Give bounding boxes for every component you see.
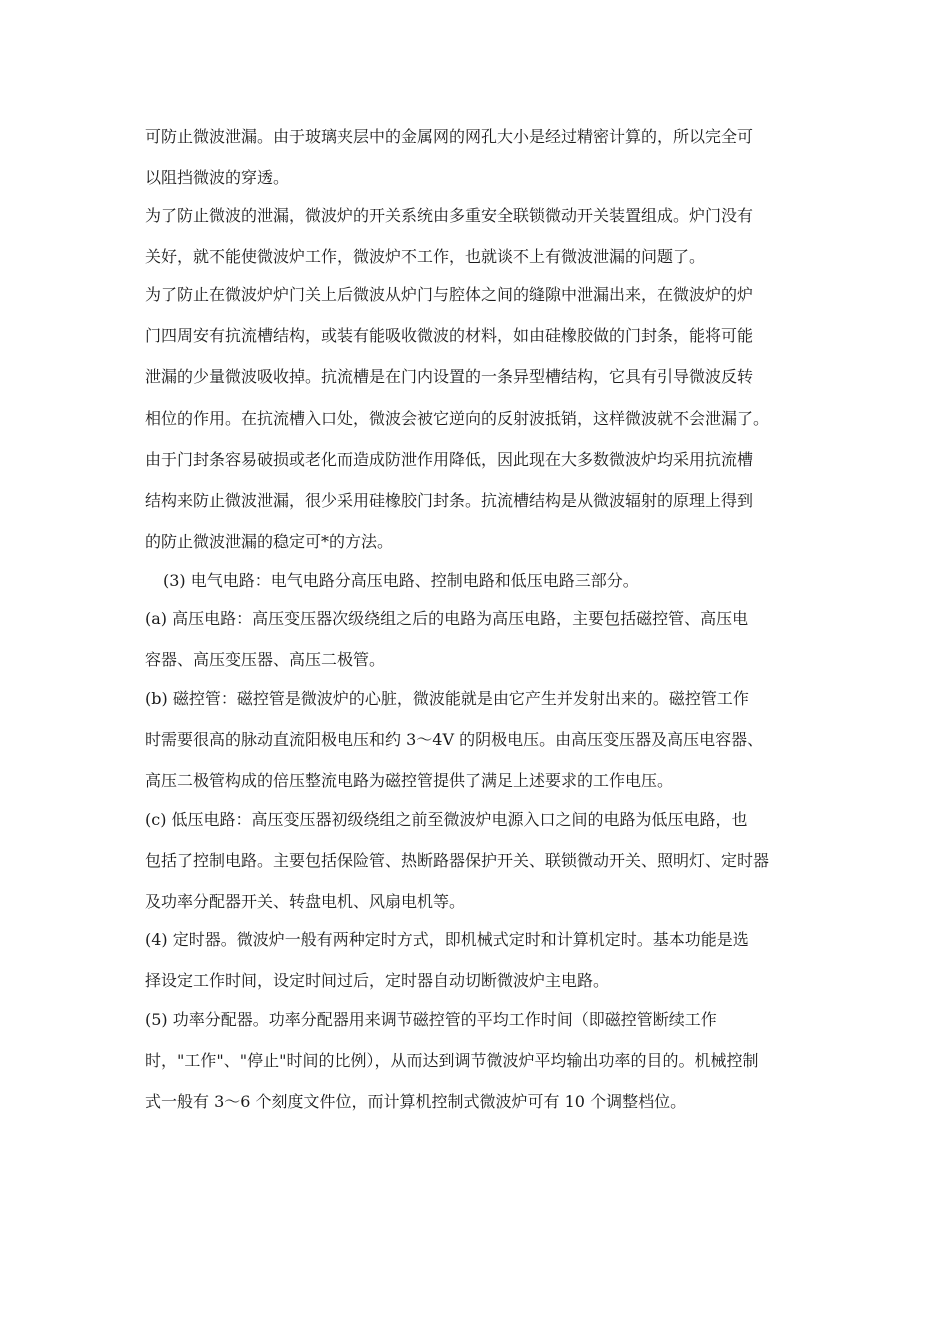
text-line: 为了防止微波的泄漏，微波炉的开关系统由多重安全联锁微动开关装置组成。炉门没有 xyxy=(145,206,754,225)
text-line: 以阻挡微波的穿透。 xyxy=(145,168,290,187)
text-line: 容器、高压变压器、高压二极管。 xyxy=(145,650,386,669)
text-line: 包括了控制电路。主要包括保险管、热断路器保护开关、联锁微动开关、照明灯、定时器 xyxy=(145,851,770,870)
text-line: 关好，就不能使微波炉工作，微波炉不工作，也就谈不上有微波泄漏的问题了。 xyxy=(145,247,706,266)
text-line: (3) 电气电路：电气电路分高压电路、控制电路和低压电路三部分。 xyxy=(163,571,639,590)
text-line: 择设定工作时间，设定时间过后，定时器自动切断微波炉主电路。 xyxy=(145,971,610,990)
text-line: 及功率分配器开关、转盘电机、风扇电机等。 xyxy=(145,892,466,911)
text-line: 门四周安有抗流槽结构，或装有能吸收微波的材料，如由硅橡胶做的门封条，能将可能 xyxy=(145,326,754,345)
text-line: 相位的作用。在抗流槽入口处，微波会被它逆向的反射波抵销，这样微波就不会泄漏了。 xyxy=(145,409,770,428)
text-line: 高压二极管构成的倍压整流电路为磁控管提供了满足上述要求的工作电压。 xyxy=(145,771,674,790)
text-line: 的防止微波泄漏的稳定可*的方法。 xyxy=(145,532,394,551)
text-line: 泄漏的少量微波吸收掉。抗流槽是在门内设置的一条异型槽结构，它具有引导微波反转 xyxy=(145,367,754,386)
text-line: 式一般有 3～6 个刻度文件位，而计算机控制式微波炉可有 10 个调整档位。 xyxy=(145,1092,687,1111)
text-line: 由于门封条容易破损或老化而造成防泄作用降低，因此现在大多数微波炉均采用抗流槽 xyxy=(145,450,754,469)
text-line: (a) 高压电路：高压变压器次级绕组之后的电路为高压电路，主要包括磁控管、高压电 xyxy=(145,609,749,628)
text-line: 结构来防止微波泄漏，很少采用硅橡胶门封条。抗流槽结构是从微波辐射的原理上得到 xyxy=(145,491,754,510)
text-line: (4) 定时器。微波炉一般有两种定时方式，即机械式定时和计算机定时。基本功能是选 xyxy=(145,930,749,949)
text-line: (c) 低压电路：高压变压器初级绕组之前至微波炉电源入口之间的电路为低压电路，也 xyxy=(145,810,748,829)
text-line: (5) 功率分配器。功率分配器用来调节磁控管的平均工作时间（即磁控管断续工作 xyxy=(145,1010,717,1029)
text-line: (b) 磁控管：磁控管是微波炉的心脏，微波能就是由它产生并发射出来的。磁控管工作 xyxy=(145,689,749,708)
text-line: 时需要很高的脉动直流阳极电压和约 3～4V 的阴极电压。由高压变压器及高压电容器、 xyxy=(145,730,764,749)
text-line: 可防止微波泄漏。由于玻璃夹层中的金属网的网孔大小是经过精密计算的，所以完全可 xyxy=(145,127,754,146)
text-line: 时，"工作"、"停止"时间的比例），从而达到调节微波炉平均输出功率的目的。机械控制 xyxy=(145,1051,759,1070)
text-line: 为了防止在微波炉炉门关上后微波从炉门与腔体之间的缝隙中泄漏出来，在微波炉的炉 xyxy=(145,285,754,304)
